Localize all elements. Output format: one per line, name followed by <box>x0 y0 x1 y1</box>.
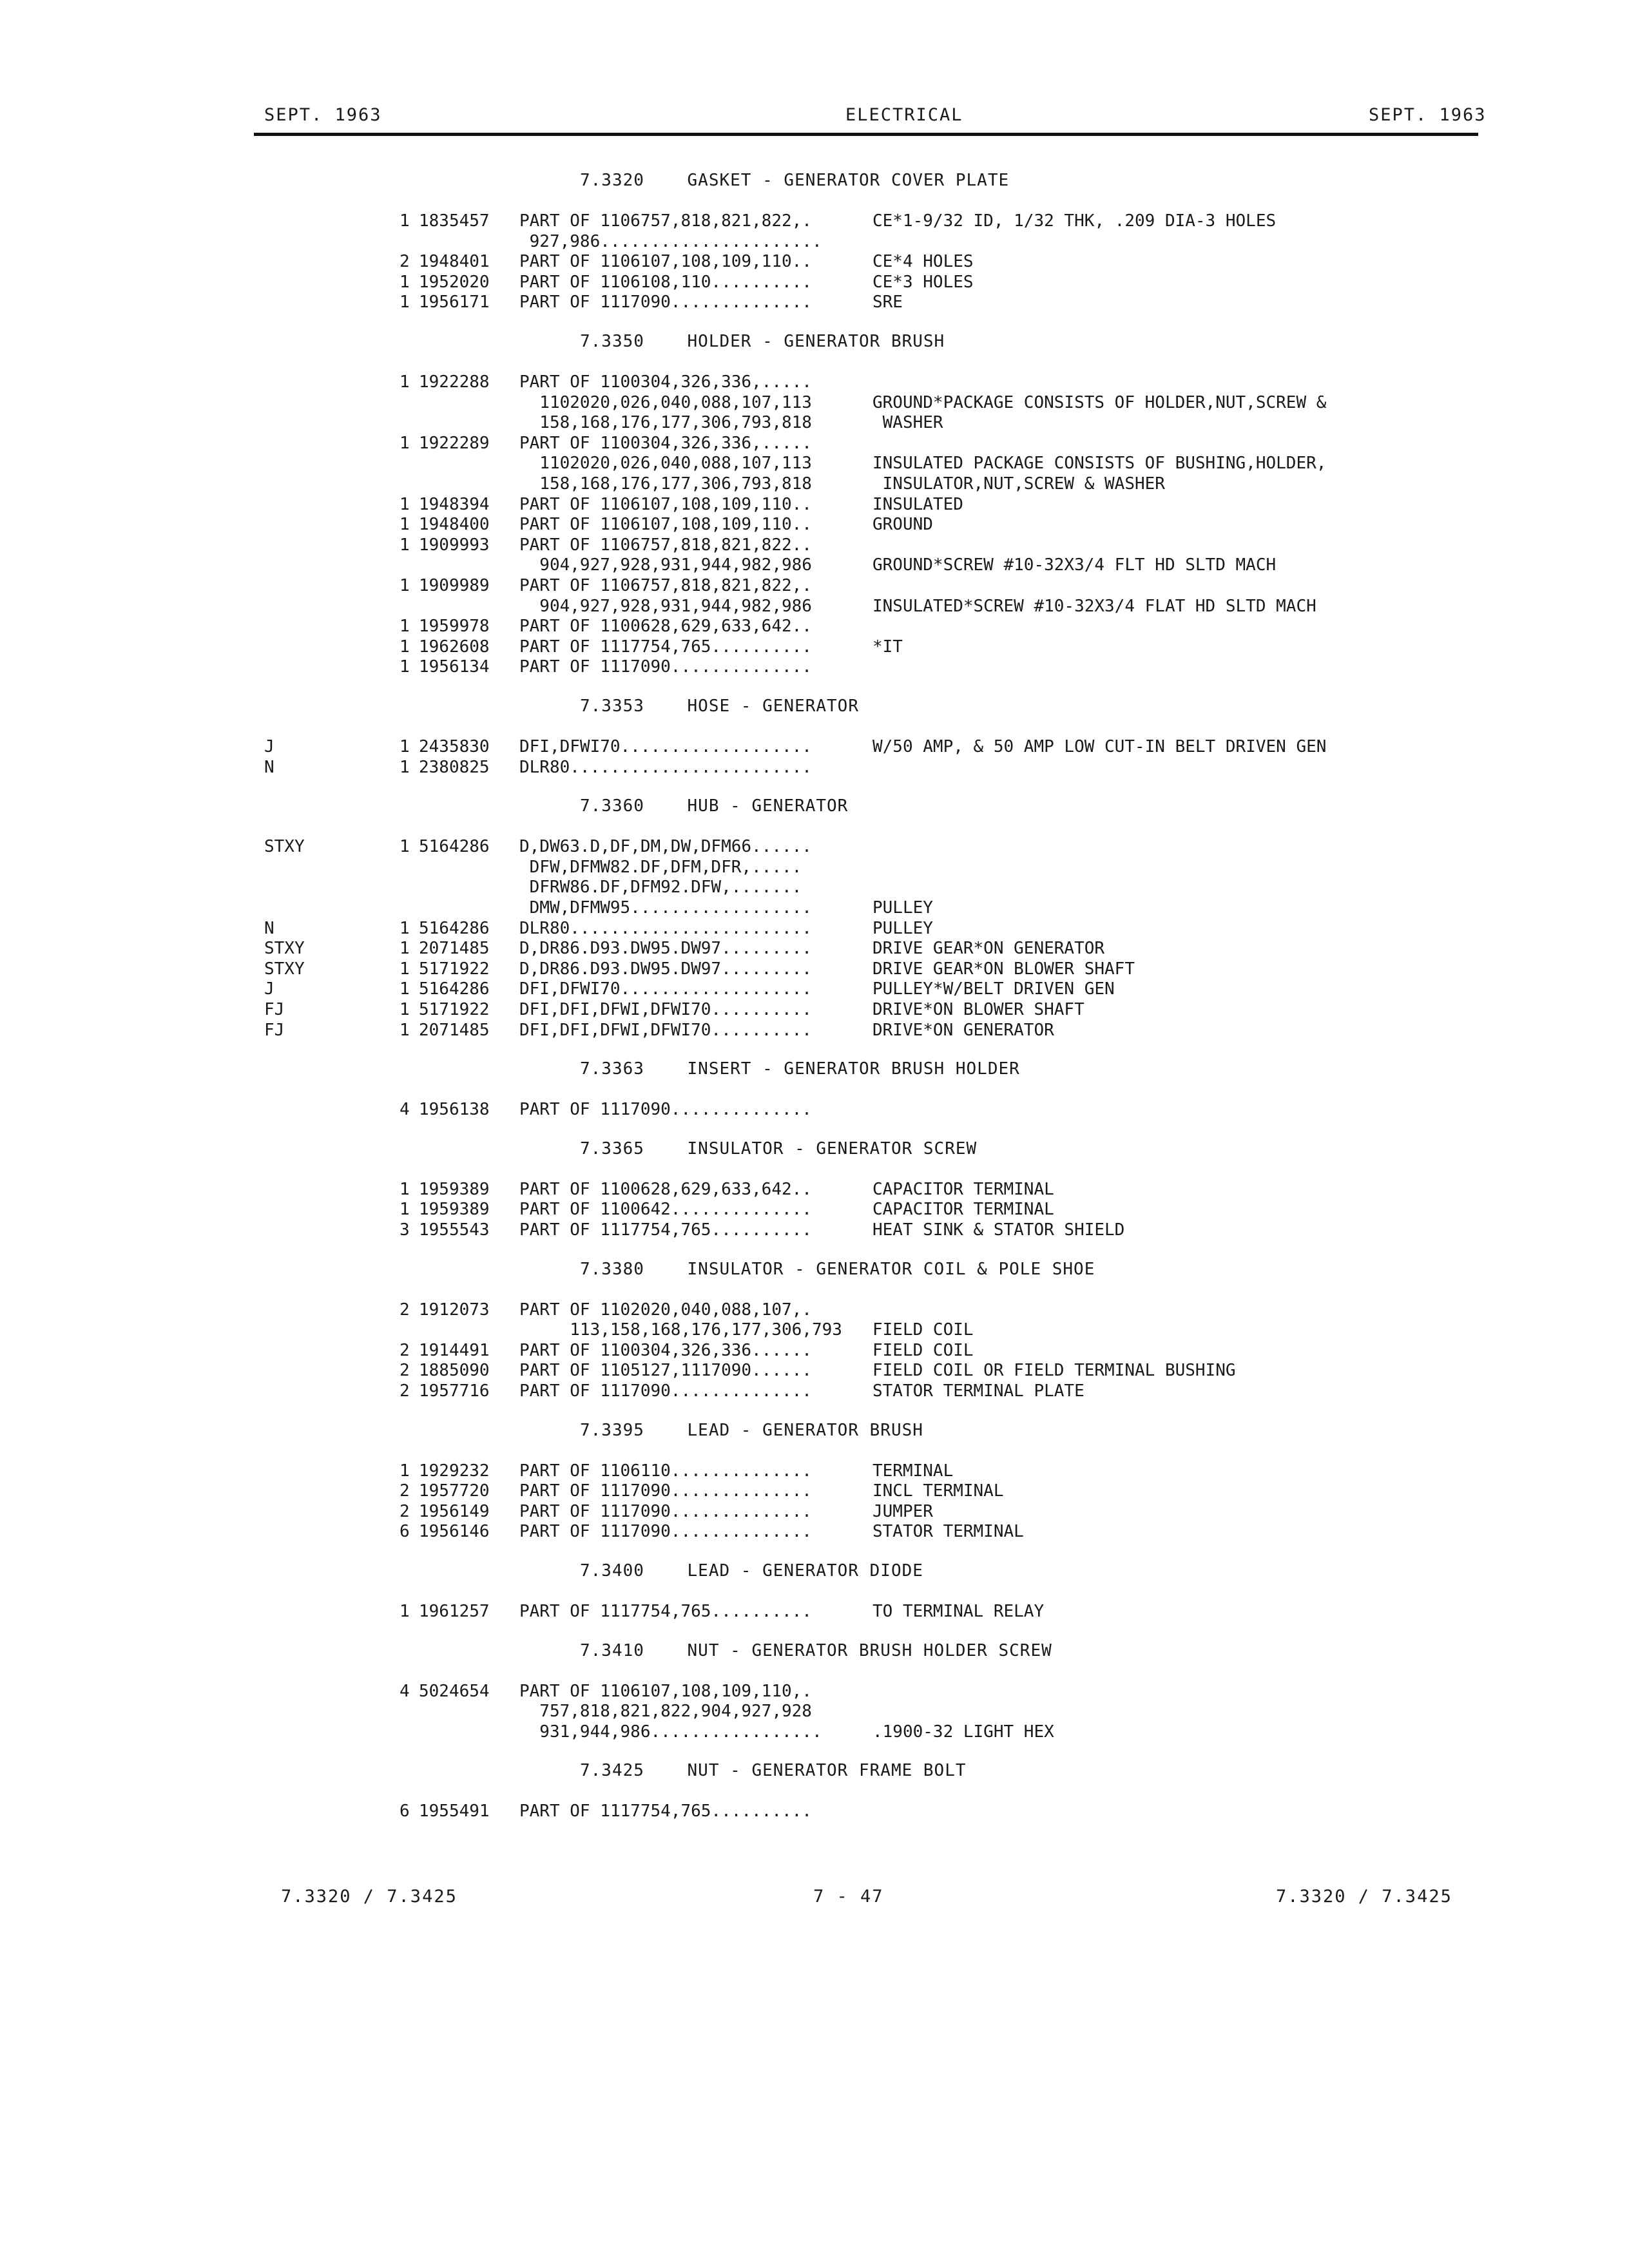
application: PART OF 1100304,326,336,..... <box>519 434 812 453</box>
header-left: SEPT. 1963 <box>264 105 382 125</box>
part-number: 1909993 <box>419 535 490 555</box>
application: PART OF 1117090.............. <box>519 293 812 312</box>
part-number: 1956146 <box>419 1522 490 1541</box>
quantity: 1 <box>400 637 410 657</box>
part-number: 1956171 <box>419 293 490 312</box>
part-number: 1952020 <box>419 273 490 292</box>
quantity: 2 <box>400 1381 410 1401</box>
quantity: 1 <box>400 495 410 514</box>
part-number: 1962608 <box>419 637 490 657</box>
application: PART OF 1102020,040,088,107,. <box>519 1300 812 1320</box>
model-code: STXY <box>264 837 305 856</box>
application: D,DR86.D93.DW95.DW97......... <box>519 959 812 979</box>
description: CE*4 HOLES <box>872 252 974 271</box>
description: INSULATED PACKAGE CONSISTS OF BUSHING,HOLDER, <box>872 454 1327 473</box>
part-number: 5164286 <box>419 837 490 856</box>
part-number: 1922289 <box>419 434 490 453</box>
application: PART OF 1117090.............. <box>519 1381 812 1401</box>
application: DLR80........................ <box>519 758 812 777</box>
description: FIELD COIL <box>872 1320 974 1340</box>
quantity: 3 <box>400 1220 410 1240</box>
part-number: 5171922 <box>419 1000 490 1019</box>
quantity: 1 <box>400 939 410 958</box>
section-title: 7.3320 GASKET - GENERATOR COVER PLATE <box>580 171 1010 190</box>
model-code: J <box>264 737 275 756</box>
section-title: 7.3395 LEAD - GENERATOR BRUSH <box>580 1420 923 1440</box>
quantity: 1 <box>400 1000 410 1019</box>
part-number: 1959389 <box>419 1200 490 1219</box>
part-number: 1959978 <box>419 617 490 636</box>
part-number: 1956149 <box>419 1502 490 1521</box>
application: PART OF 1106107,108,109,110,. <box>519 1682 812 1701</box>
description: STATOR TERMINAL <box>872 1522 1024 1541</box>
description: PULLEY <box>872 898 933 918</box>
application: 757,818,821,822,904,927,928 <box>519 1702 812 1721</box>
application: 927,986...................... <box>519 232 822 251</box>
application: 904,927,928,931,944,982,986 <box>519 555 812 575</box>
quantity: 6 <box>400 1522 410 1541</box>
description: PULLEY <box>872 919 933 938</box>
part-number: 1955543 <box>419 1220 490 1240</box>
application: PART OF 1100304,326,336,..... <box>519 372 812 392</box>
description: CAPACITOR TERMINAL <box>872 1180 1054 1199</box>
section-title: 7.3353 HOSE - GENERATOR <box>580 697 859 716</box>
part-number: 1956134 <box>419 657 490 677</box>
application: PART OF 1106107,108,109,110.. <box>519 252 812 271</box>
quantity: 1 <box>400 1602 410 1621</box>
application: PART OF 1100628,629,633,642.. <box>519 617 812 636</box>
application: 931,944,986................. <box>519 1722 822 1742</box>
section-title: 7.3380 INSULATOR - GENERATOR COIL & POLE SHOE <box>580 1259 1095 1279</box>
quantity: 1 <box>400 1021 410 1040</box>
quantity: 1 <box>400 657 410 677</box>
quantity: 2 <box>400 1341 410 1360</box>
part-number: 1961257 <box>419 1602 490 1621</box>
quantity: 1 <box>400 576 410 595</box>
part-number: 1929232 <box>419 1461 490 1481</box>
application: DFRW86.DF,DFM92.DFW,....... <box>519 878 802 897</box>
description: INCL TERMINAL <box>872 1481 1004 1501</box>
application: PART OF 1117754,765.......... <box>519 637 812 657</box>
application: PART OF 1117090.............. <box>519 657 812 677</box>
part-number: 1885090 <box>419 1361 490 1380</box>
model-code: N <box>264 758 275 777</box>
application: PART OF 1106108,110.......... <box>519 273 812 292</box>
model-code: STXY <box>264 959 305 979</box>
part-number: 1957716 <box>419 1381 490 1401</box>
section-title: 7.3410 NUT - GENERATOR BRUSH HOLDER SCREW <box>580 1640 1052 1660</box>
quantity: 1 <box>400 535 410 555</box>
description: CAPACITOR TERMINAL <box>872 1200 1054 1219</box>
application: PART OF 1117754,765.......... <box>519 1220 812 1240</box>
application: PART OF 1106757,818,821,822.. <box>519 535 812 555</box>
part-number: 1955491 <box>419 1802 490 1821</box>
description: INSULATED*SCREW #10-32X3/4 FLAT HD SLTD MACH <box>872 597 1316 616</box>
quantity: 1 <box>400 293 410 312</box>
section-title: 7.3360 HUB - GENERATOR <box>580 796 849 816</box>
description: INSULATED <box>872 495 963 514</box>
quantity: 1 <box>400 211 410 231</box>
application: PART OF 1117090.............. <box>519 1100 812 1119</box>
section-title: 7.3350 HOLDER - GENERATOR BRUSH <box>580 332 945 351</box>
description: *IT <box>872 637 903 657</box>
quantity: 1 <box>400 1461 410 1481</box>
description: JUMPER <box>872 1502 933 1521</box>
application: 158,168,176,177,306,793,818 <box>519 413 812 432</box>
part-number: 5171922 <box>419 959 490 979</box>
quantity: 2 <box>400 1361 410 1380</box>
description: .1900-32 LIGHT HEX <box>872 1722 1054 1742</box>
quantity: 2 <box>400 252 410 271</box>
quantity: 1 <box>400 1200 410 1219</box>
quantity: 1 <box>400 959 410 979</box>
model-code: FJ <box>264 1000 285 1019</box>
application: 904,927,928,931,944,982,986 <box>519 597 812 616</box>
application: PART OF 1117754,765.......... <box>519 1802 812 1821</box>
header-center: ELECTRICAL <box>845 105 963 125</box>
model-code: J <box>264 979 275 999</box>
quantity: 1 <box>400 617 410 636</box>
header-right: SEPT. 1963 <box>1369 105 1487 125</box>
description: DRIVE*ON BLOWER SHAFT <box>872 1000 1084 1019</box>
part-number: 2071485 <box>419 939 490 958</box>
application: 1102020,026,040,088,107,113 <box>519 454 812 473</box>
application: PART OF 1106107,108,109,110.. <box>519 495 812 514</box>
quantity: 1 <box>400 837 410 856</box>
application: DFI,DFI,DFWI,DFWI70.......... <box>519 1021 812 1040</box>
description: TERMINAL <box>872 1461 954 1481</box>
application: DLR80........................ <box>519 919 812 938</box>
application: 113,158,168,176,177,306,793 <box>519 1320 842 1340</box>
application: 1102020,026,040,088,107,113 <box>519 393 812 412</box>
description: STATOR TERMINAL PLATE <box>872 1381 1084 1401</box>
application: PART OF 1106107,108,109,110.. <box>519 515 812 534</box>
model-code: STXY <box>264 939 305 958</box>
footer-left: 7.3320 / 7.3425 <box>281 1887 458 1907</box>
application: PART OF 1117090.............. <box>519 1481 812 1501</box>
application: D,DR86.D93.DW95.DW97......... <box>519 939 812 958</box>
model-code: FJ <box>264 1021 285 1040</box>
part-number: 1835457 <box>419 211 490 231</box>
description: DRIVE GEAR*ON BLOWER SHAFT <box>872 959 1135 979</box>
part-number: 1956138 <box>419 1100 490 1119</box>
description: W/50 AMP, & 50 AMP LOW CUT-IN BELT DRIVEN GEN <box>872 737 1327 756</box>
application: PART OF 1117090.............. <box>519 1522 812 1541</box>
part-number: 1922288 <box>419 372 490 392</box>
description: SRE <box>872 293 903 312</box>
description: GROUND*SCREW #10-32X3/4 FLT HD SLTD MACH <box>872 555 1277 575</box>
model-code: N <box>264 919 275 938</box>
application: D,DW63.D,DF,DM,DW,DFM66...... <box>519 837 812 856</box>
header-rule <box>254 133 1478 136</box>
part-number: 1959389 <box>419 1180 490 1199</box>
application: PART OF 1105127,1117090...... <box>519 1361 812 1380</box>
application: DMW,DFMW95.................. <box>519 898 812 918</box>
application: PART OF 1100628,629,633,642.. <box>519 1180 812 1199</box>
application: PART OF 1106757,818,821,822,. <box>519 576 812 595</box>
quantity: 2 <box>400 1481 410 1501</box>
footer-center: 7 - 47 <box>813 1887 884 1907</box>
quantity: 1 <box>400 758 410 777</box>
quantity: 4 <box>400 1682 410 1701</box>
description: FIELD COIL OR FIELD TERMINAL BUSHING <box>872 1361 1236 1380</box>
application: PART OF 1117090.............. <box>519 1502 812 1521</box>
part-number: 1948401 <box>419 252 490 271</box>
description: INSULATOR,NUT,SCREW & WASHER <box>872 474 1165 494</box>
description: TO TERMINAL RELAY <box>872 1602 1045 1621</box>
quantity: 1 <box>400 737 410 756</box>
application: DFW,DFMW82.DF,DFM,DFR,..... <box>519 858 802 877</box>
quantity: 1 <box>400 273 410 292</box>
description: DRIVE*ON GENERATOR <box>872 1021 1054 1040</box>
description: CE*1-9/32 ID, 1/32 THK, .209 DIA-3 HOLES <box>872 211 1277 231</box>
quantity: 2 <box>400 1502 410 1521</box>
quantity: 1 <box>400 919 410 938</box>
application: PART OF 1106757,818,821,822,. <box>519 211 812 231</box>
part-number: 1957720 <box>419 1481 490 1501</box>
part-number: 5024654 <box>419 1682 490 1701</box>
description: PULLEY*W/BELT DRIVEN GEN <box>872 979 1115 999</box>
part-number: 5164286 <box>419 919 490 938</box>
quantity: 1 <box>400 434 410 453</box>
quantity: 1 <box>400 1180 410 1199</box>
part-number: 1909989 <box>419 576 490 595</box>
part-number: 1948394 <box>419 495 490 514</box>
description: GROUND*PACKAGE CONSISTS OF HOLDER,NUT,SCREW & <box>872 393 1327 412</box>
application: PART OF 1117754,765.......... <box>519 1602 812 1621</box>
application: 158,168,176,177,306,793,818 <box>519 474 812 494</box>
part-number: 2435830 <box>419 737 490 756</box>
part-number: 5164286 <box>419 979 490 999</box>
application: DFI,DFI,DFWI,DFWI70.......... <box>519 1000 812 1019</box>
application: PART OF 1100304,326,336...... <box>519 1341 812 1360</box>
quantity: 1 <box>400 515 410 534</box>
quantity: 6 <box>400 1802 410 1821</box>
description: HEAT SINK & STATOR SHIELD <box>872 1220 1125 1240</box>
quantity: 4 <box>400 1100 410 1119</box>
description: CE*3 HOLES <box>872 273 974 292</box>
part-number: 1948400 <box>419 515 490 534</box>
description: GROUND <box>872 515 933 534</box>
quantity: 1 <box>400 979 410 999</box>
application: PART OF 1106110.............. <box>519 1461 812 1481</box>
quantity: 2 <box>400 1300 410 1320</box>
description: DRIVE GEAR*ON GENERATOR <box>872 939 1105 958</box>
footer-right: 7.3320 / 7.3425 <box>1276 1887 1452 1907</box>
application: PART OF 1100642.............. <box>519 1200 812 1219</box>
section-title: 7.3365 INSULATOR - GENERATOR SCREW <box>580 1139 978 1158</box>
description: FIELD COIL <box>872 1341 974 1360</box>
part-number: 2071485 <box>419 1021 490 1040</box>
part-number: 1912073 <box>419 1300 490 1320</box>
part-number: 1914491 <box>419 1341 490 1360</box>
application: DFI,DFWI70................... <box>519 979 812 999</box>
application: DFI,DFWI70................... <box>519 737 812 756</box>
part-number: 2380825 <box>419 758 490 777</box>
section-title: 7.3425 NUT - GENERATOR FRAME BOLT <box>580 1761 967 1781</box>
section-title: 7.3400 LEAD - GENERATOR DIODE <box>580 1561 923 1581</box>
description: WASHER <box>872 413 943 432</box>
section-title: 7.3363 INSERT - GENERATOR BRUSH HOLDER <box>580 1059 1020 1079</box>
quantity: 1 <box>400 372 410 392</box>
